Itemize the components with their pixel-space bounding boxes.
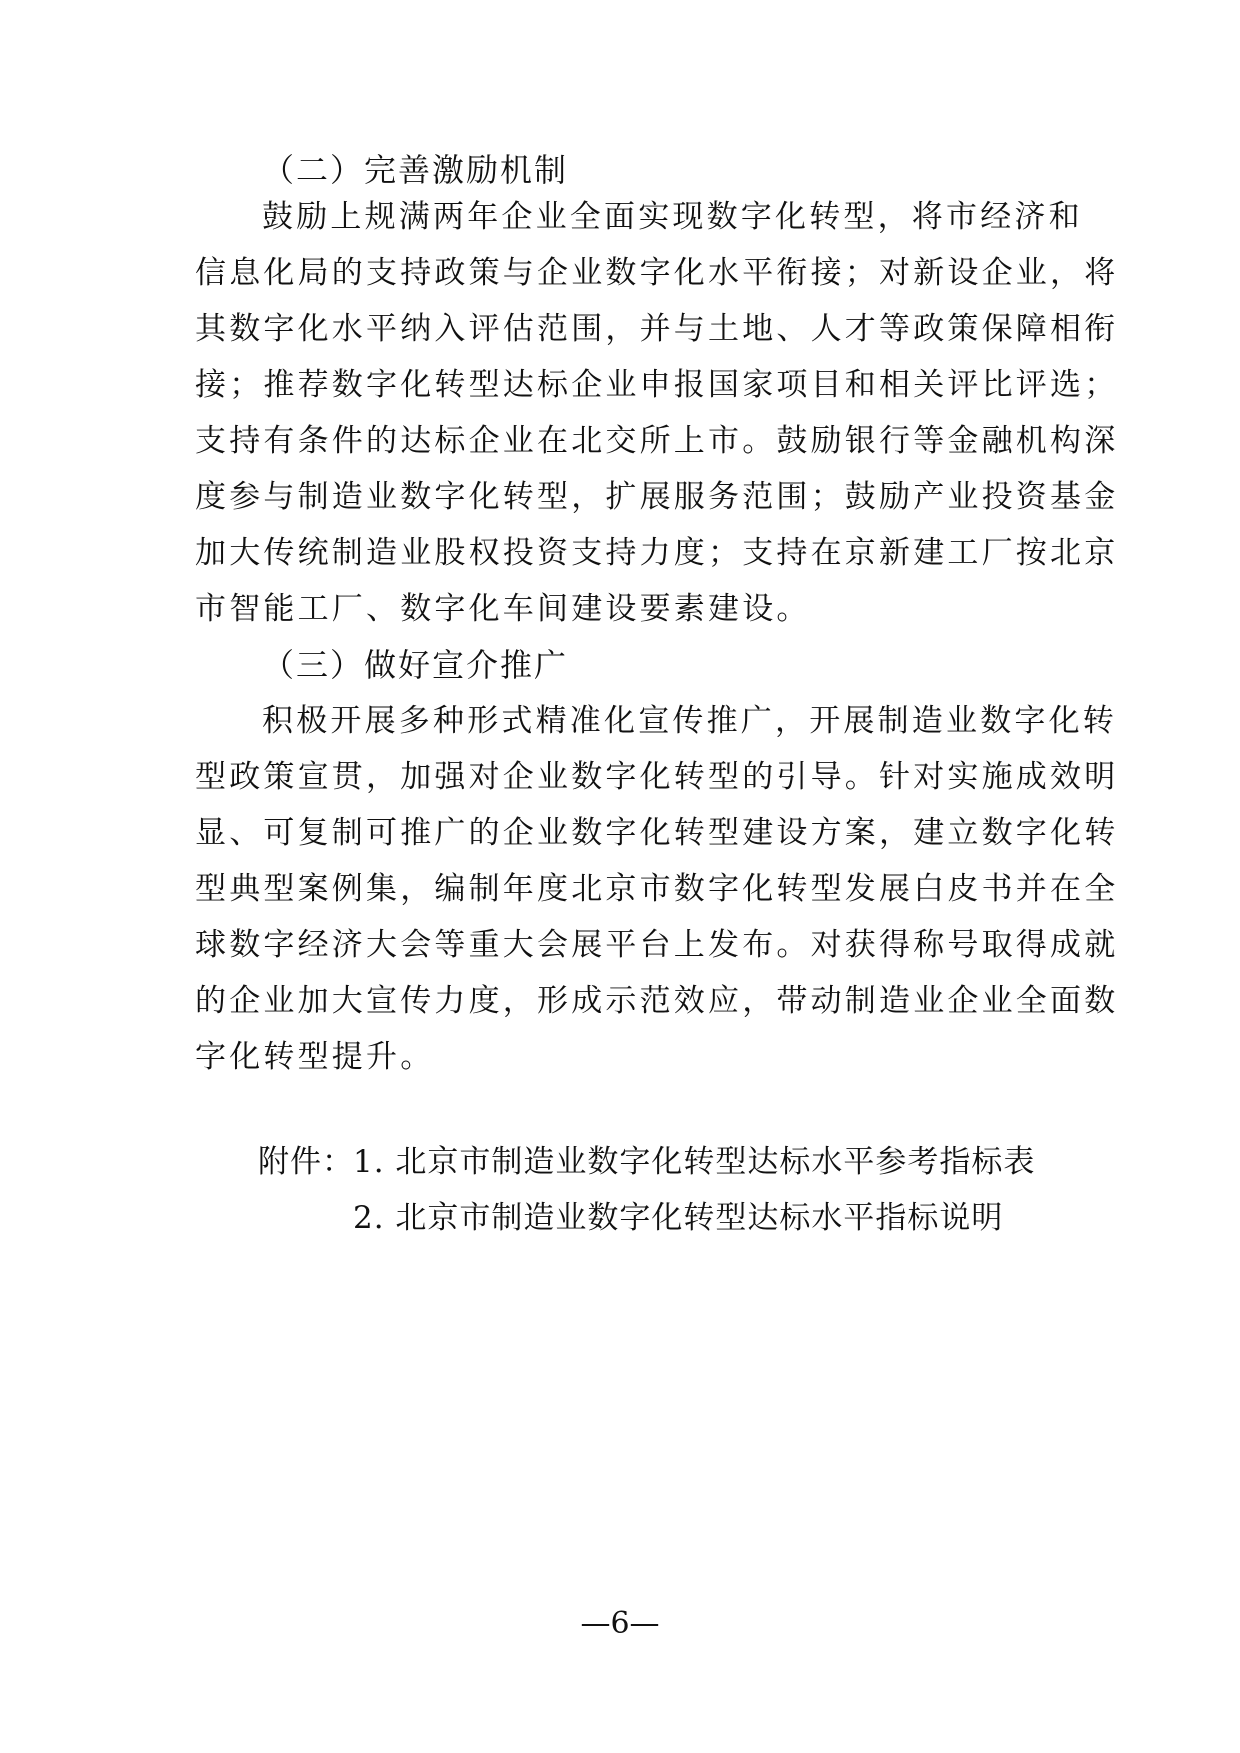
paragraph-line: 显、可复制可推广的企业数字化转型建设方案，建立数字化转 bbox=[195, 815, 1119, 851]
paragraph-line: 接；推荐数字化转型达标企业申报国家项目和相关评比评选； bbox=[195, 367, 1119, 403]
attachment-item-2: 2. 北京市制造业数字化转型达标水平指标说明 bbox=[353, 1200, 1004, 1236]
paragraph-line: 球数字经济大会等重大会展平台上发布。对获得称号取得成就 bbox=[195, 927, 1119, 963]
attachment-label: 附件： bbox=[258, 1144, 354, 1180]
section-heading-promotion: （三）做好宣介推广 bbox=[262, 646, 569, 684]
paragraph-line: 度参与制造业数字化转型，扩展服务范围；鼓励产业投资基金 bbox=[195, 479, 1119, 515]
paragraph-line: 的企业加大宣传力度，形成示范效应，带动制造业企业全面数 bbox=[195, 983, 1119, 1019]
page-number: —6— bbox=[580, 1606, 660, 1641]
paragraph-line: 信息化局的支持政策与企业数字化水平衔接；对新设企业，将 bbox=[195, 255, 1119, 291]
paragraph-line: 其数字化水平纳入评估范围，并与土地、人才等政策保障相衔 bbox=[195, 311, 1119, 347]
paragraph-line: 支持有条件的达标企业在北交所上市。鼓励银行等金融机构深 bbox=[195, 423, 1119, 459]
attachment-item-1: 1. 北京市制造业数字化转型达标水平参考指标表 bbox=[353, 1144, 1036, 1180]
paragraph-line: 型政策宣贯，加强对企业数字化转型的引导。针对实施成效明 bbox=[195, 759, 1119, 795]
paragraph-line: 字化转型提升。 bbox=[195, 1039, 435, 1075]
paragraph-line: 加大传统制造业股权投资支持力度；支持在京新建工厂按北京 bbox=[195, 535, 1119, 571]
paragraph-line: 积极开展多种形式精准化宣传推广，开展制造业数字化转 bbox=[262, 703, 1117, 739]
paragraph-line: 鼓励上规满两年企业全面实现数字化转型，将市经济和 bbox=[262, 199, 1083, 235]
paragraph-line: 型典型案例集，编制年度北京市数字化转型发展白皮书并在全 bbox=[195, 871, 1119, 907]
paragraph-line: 市智能工厂、数字化车间建设要素建设。 bbox=[195, 591, 811, 627]
section-heading-incentive: （二）完善激励机制 bbox=[262, 151, 569, 189]
